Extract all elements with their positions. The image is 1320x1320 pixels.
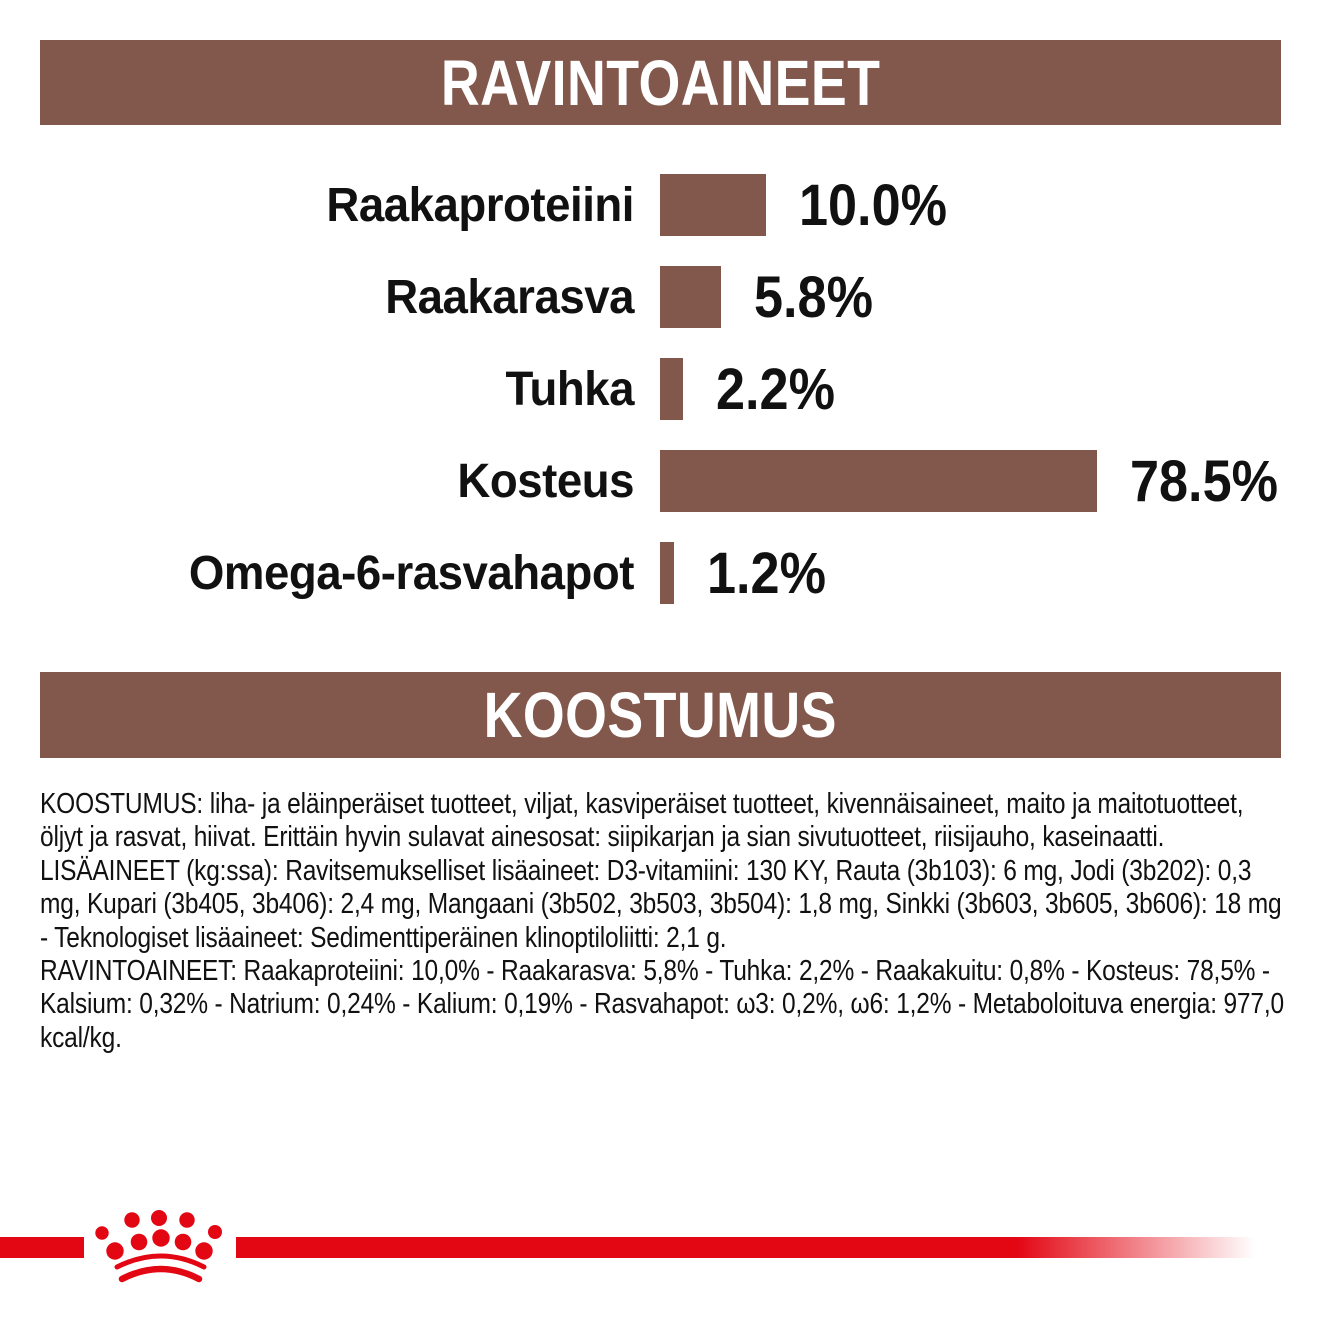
footer-red-band-right bbox=[236, 1237, 1320, 1258]
nutrients-paragraph: RAVINTOAINEET: Raakaproteiini: 10,0% - Raakarasva: 5,8% - Tuhka: 2,2% - Raakakuitu: 0,8% - Kosteus: 78,5% - Kalsium: 0,32% - Natrium: 0,24% - Kalium: 0,19% - Rasvahapot: ω3: 0,2%, ω6: 1,2% - Metaboloituva energia: 977,0 kcal/kg. bbox=[40, 955, 1284, 1054]
chart-bar bbox=[660, 542, 674, 604]
chart-category-label: Kosteus bbox=[457, 454, 634, 508]
chart-row bbox=[40, 435, 1320, 527]
section-header-title: KOOSTUMUS bbox=[483, 679, 838, 751]
footer-red-band-left bbox=[0, 1237, 84, 1258]
chart-value-label: 5.8% bbox=[754, 264, 874, 330]
chart-category-label: Tuhka bbox=[505, 362, 634, 416]
nutrients-bar-chart bbox=[40, 159, 1320, 619]
chart-value-label: 2.2% bbox=[716, 356, 836, 422]
chart-row bbox=[40, 159, 1320, 251]
chart-category-label: Raakarasva bbox=[385, 270, 634, 324]
chart-bar bbox=[660, 174, 766, 236]
chart-row bbox=[40, 251, 1320, 343]
chart-bar bbox=[660, 450, 1097, 512]
chart-value-label: 10.0% bbox=[799, 172, 948, 238]
chart-value-label: 78.5% bbox=[1130, 448, 1279, 514]
chart-bar bbox=[660, 266, 721, 328]
section-header-ravintoaineet bbox=[40, 40, 1281, 125]
composition-paragraph: KOOSTUMUS: liha- ja eläinperäiset tuotteet, viljat, kasviperäiset tuotteet, kivennäisaineet, maito ja maitotuotteet, öljyt ja rasvat, hiivat. Erittäin hyvin sulavat ainesosat: siipikarjan ja sian sivutuotteet, riisijauho, kaseinaatti. bbox=[40, 788, 1244, 854]
chart-category-label: Omega-6-rasvahapot bbox=[188, 546, 634, 600]
additives-paragraph: LISÄAINEET (kg:ssa): Ravitsemukselliset lisäaineet: D3-vitamiini: 130 KY, Rauta (3b103): 6 mg, Jodi (3b202): 0,3 mg, Kupari (3b405, 3b406): 2,4 mg, Mangaani (3b502, 3b503, 3b504): 1,8 mg, Sinkki (3b603, 3b605, 3b606): 18 mg - Teknologiset lisäaineet: Sedimenttiperäinen klinoptiloliitti: 2,1 g. bbox=[40, 854, 1282, 954]
chart-bar bbox=[660, 358, 683, 420]
section-header-koostumus bbox=[40, 672, 1281, 758]
chart-category-label: Raakaproteiini bbox=[326, 178, 634, 232]
chart-value-label: 1.2% bbox=[707, 540, 826, 606]
chart-row bbox=[40, 343, 1320, 435]
section-header-title: RAVINTOAINEET bbox=[440, 46, 881, 119]
chart-row bbox=[40, 527, 1320, 619]
royal-canin-crown-logo-icon bbox=[86, 1196, 228, 1296]
composition-text-block bbox=[40, 788, 1285, 1055]
